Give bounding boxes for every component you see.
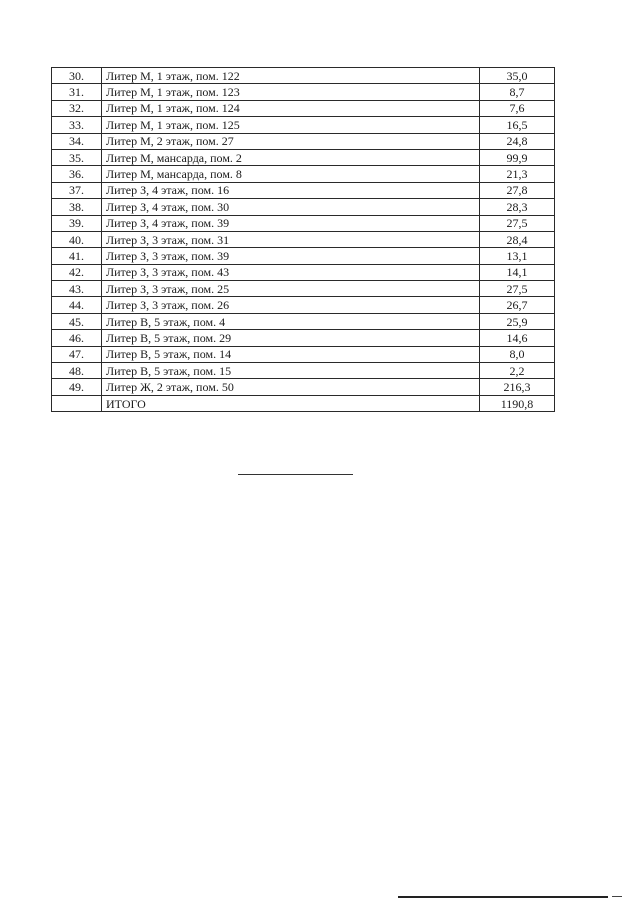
premises-name-cell: Литер З, 4 этаж, пом. 30 <box>102 199 480 215</box>
table-row <box>52 313 555 329</box>
table-row <box>52 281 555 297</box>
table-row <box>52 379 555 395</box>
row-number-cell: 48. <box>52 363 102 379</box>
table-row <box>52 264 555 280</box>
area-cell: 21,3 <box>480 166 555 182</box>
row-number-cell: 31. <box>52 84 102 100</box>
area-cell: 28,3 <box>480 199 555 215</box>
premises-name-cell: Литер В, 5 этаж, пом. 15 <box>102 363 480 379</box>
area-cell: 16,5 <box>480 117 555 133</box>
table-row <box>52 133 555 149</box>
premises-name-cell: Литер М, 1 этаж, пом. 123 <box>102 84 480 100</box>
table-row <box>52 363 555 379</box>
premises-name-cell: Литер М, 2 этаж, пом. 27 <box>102 133 480 149</box>
premises-name-cell: Литер В, 5 этаж, пом. 14 <box>102 346 480 362</box>
row-number-cell: 49. <box>52 379 102 395</box>
premises-name-cell: Литер М, мансарда, пом. 2 <box>102 149 480 165</box>
table-row <box>52 100 555 116</box>
row-number-cell: 47. <box>52 346 102 362</box>
area-cell: 25,9 <box>480 313 555 329</box>
table-row <box>52 297 555 313</box>
area-cell: 216,3 <box>480 379 555 395</box>
row-number-cell: 35. <box>52 149 102 165</box>
row-number-cell: 38. <box>52 199 102 215</box>
total-number-cell <box>52 395 102 411</box>
premises-name-cell: Литер М, 1 этаж, пом. 124 <box>102 100 480 116</box>
footer-rule <box>398 896 608 898</box>
row-number-cell: 30. <box>52 68 102 84</box>
area-cell: 13,1 <box>480 248 555 264</box>
row-number-cell: 34. <box>52 133 102 149</box>
row-number-cell: 42. <box>52 264 102 280</box>
table-row <box>52 330 555 346</box>
premises-name-cell: Литер З, 4 этаж, пом. 16 <box>102 182 480 198</box>
row-number-cell: 32. <box>52 100 102 116</box>
table-row <box>52 84 555 100</box>
area-cell: 27,5 <box>480 281 555 297</box>
premises-name-cell: Литер З, 3 этаж, пом. 39 <box>102 248 480 264</box>
premises-name-cell: Литер В, 5 этаж, пом. 29 <box>102 330 480 346</box>
table-row <box>52 166 555 182</box>
area-cell: 26,7 <box>480 297 555 313</box>
table-row <box>52 117 555 133</box>
premises-name-cell: Литер В, 5 этаж, пом. 4 <box>102 313 480 329</box>
row-number-cell: 44. <box>52 297 102 313</box>
area-cell: 14,6 <box>480 330 555 346</box>
total-label-cell: ИТОГО <box>102 395 480 411</box>
table-row <box>52 231 555 247</box>
separator-line <box>238 474 353 475</box>
area-cell: 2,2 <box>480 363 555 379</box>
row-number-cell: 41. <box>52 248 102 264</box>
premises-name-cell: Литер М, 1 этаж, пом. 122 <box>102 68 480 84</box>
table-row <box>52 149 555 165</box>
table-row <box>52 68 555 84</box>
table-row <box>52 346 555 362</box>
row-number-cell: 36. <box>52 166 102 182</box>
premises-name-cell: Литер М, 1 этаж, пом. 125 <box>102 117 480 133</box>
premises-table-body <box>52 68 555 396</box>
premises-name-cell: Литер З, 3 этаж, пом. 31 <box>102 231 480 247</box>
area-cell: 28,4 <box>480 231 555 247</box>
area-cell: 7,6 <box>480 100 555 116</box>
area-cell: 35,0 <box>480 68 555 84</box>
area-cell: 27,5 <box>480 215 555 231</box>
area-cell: 99,9 <box>480 149 555 165</box>
area-cell: 8,0 <box>480 346 555 362</box>
row-number-cell: 33. <box>52 117 102 133</box>
area-cell: 14,1 <box>480 264 555 280</box>
total-area-cell: 1190,8 <box>480 395 555 411</box>
row-number-cell: 37. <box>52 182 102 198</box>
area-cell: 8,7 <box>480 84 555 100</box>
table-row <box>52 199 555 215</box>
premises-name-cell: Литер З, 3 этаж, пом. 43 <box>102 264 480 280</box>
table-row <box>52 182 555 198</box>
premises-name-cell: Литер М, мансарда, пом. 8 <box>102 166 480 182</box>
premises-table <box>51 67 555 412</box>
premises-name-cell: Литер З, 4 этаж, пом. 39 <box>102 215 480 231</box>
footer-rule-tail <box>612 896 622 897</box>
total-row <box>52 395 555 411</box>
premises-name-cell: Литер З, 3 этаж, пом. 25 <box>102 281 480 297</box>
row-number-cell: 43. <box>52 281 102 297</box>
row-number-cell: 46. <box>52 330 102 346</box>
premises-name-cell: Литер Ж, 2 этаж, пом. 50 <box>102 379 480 395</box>
premises-name-cell: Литер З, 3 этаж, пом. 26 <box>102 297 480 313</box>
row-number-cell: 39. <box>52 215 102 231</box>
table-row <box>52 248 555 264</box>
area-cell: 24,8 <box>480 133 555 149</box>
row-number-cell: 45. <box>52 313 102 329</box>
table-row <box>52 215 555 231</box>
area-cell: 27,8 <box>480 182 555 198</box>
row-number-cell: 40. <box>52 231 102 247</box>
